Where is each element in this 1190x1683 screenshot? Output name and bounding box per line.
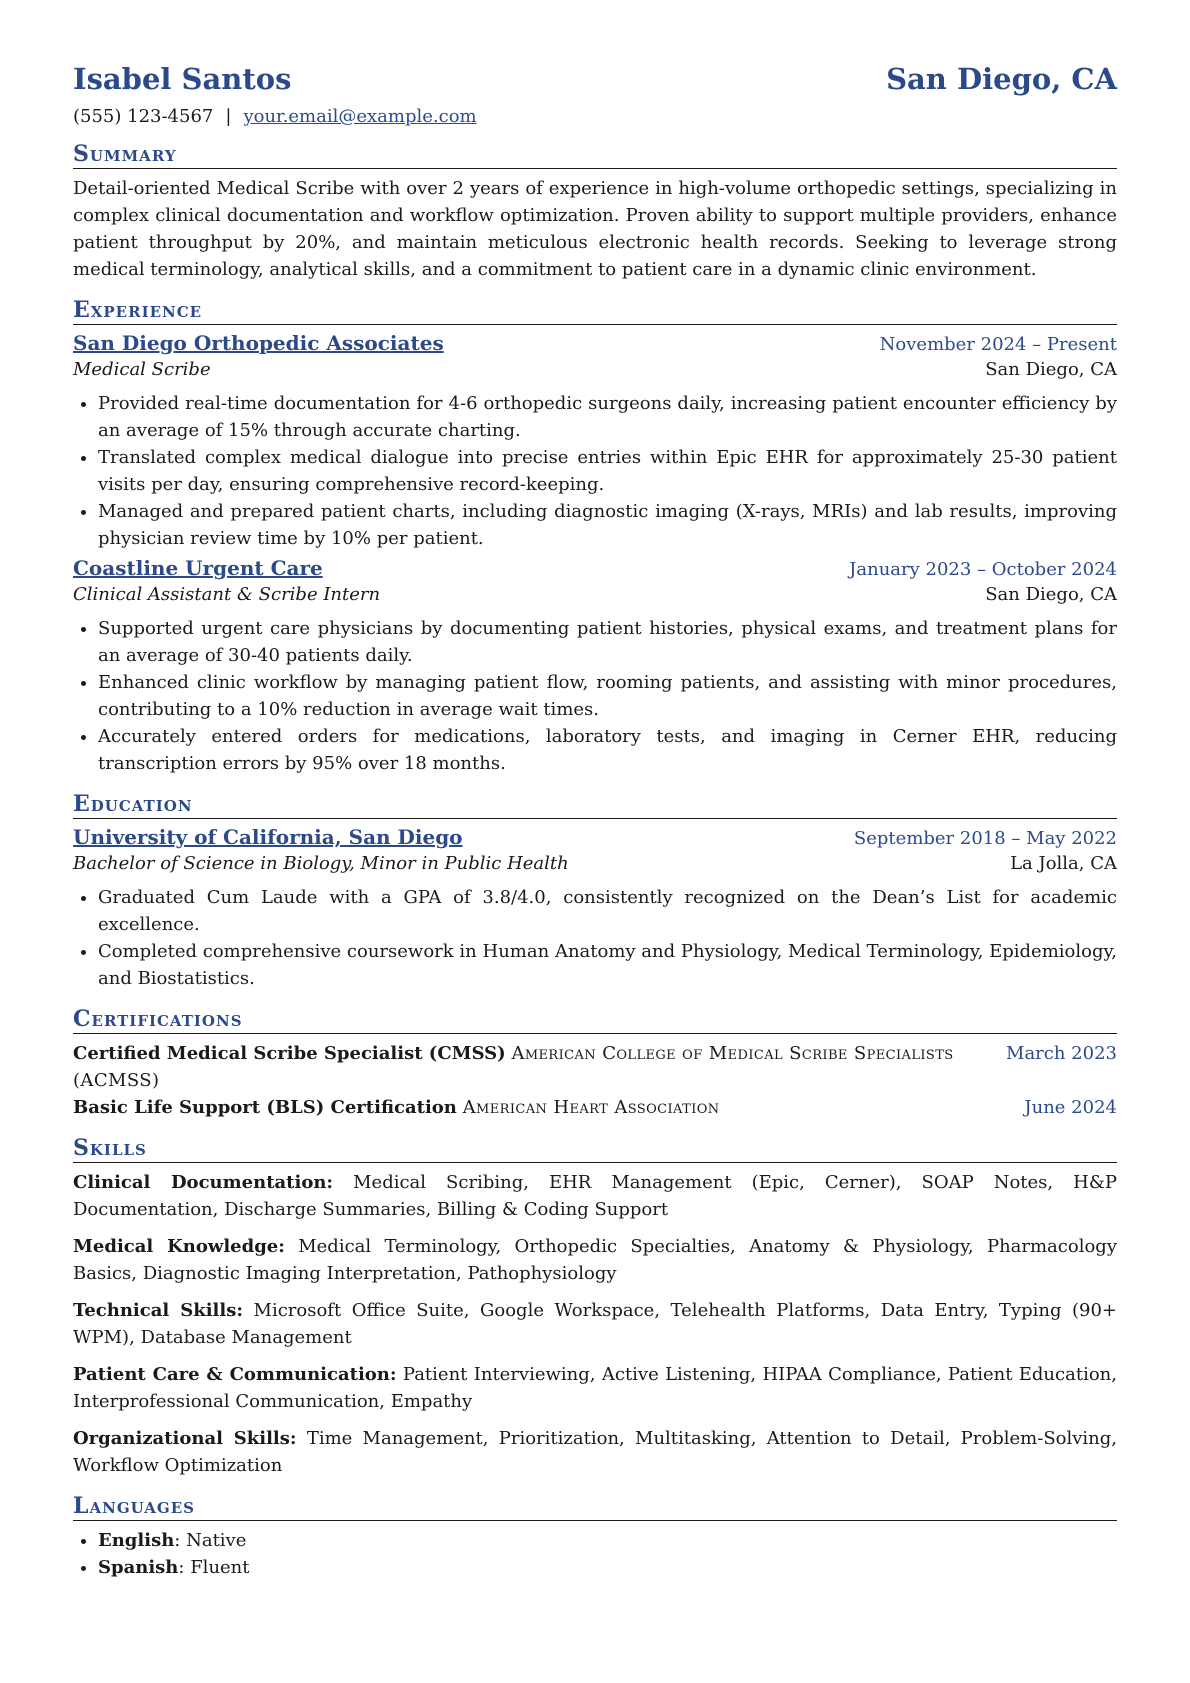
section-title-summary: Summary xyxy=(73,141,1117,169)
entry-subheader xyxy=(73,853,1117,874)
organization-link[interactable]: San Diego Orthopedic Associates xyxy=(73,331,444,355)
certification-date: June 2024 xyxy=(1024,1097,1117,1118)
skill-list: Time Management, Prioritization, Multitasking, Attention to Detail, Problem-Solving, Workflow Optimization xyxy=(73,1428,1118,1476)
candidate-location: San Diego, CA xyxy=(886,62,1117,96)
entry-header xyxy=(73,825,1117,849)
entry-header xyxy=(73,556,1117,580)
email-link[interactable]: your.email@example.com xyxy=(243,106,477,127)
section-title-education: Education xyxy=(73,791,1117,819)
skill-list: Medical Scribing, EHR Management (Epic, Cerner), SOAP Notes, H&P Documentation, Discharge Summaries, Billing & Coding Support xyxy=(73,1172,1117,1220)
skill-category: Clinical Documentation: xyxy=(73,1172,334,1193)
experience-entry xyxy=(73,556,1117,777)
section-title-experience: Experience xyxy=(73,297,1117,325)
entry-location: San Diego, CA xyxy=(985,359,1117,380)
skill-group xyxy=(73,1425,1117,1479)
section-title-skills: Skills xyxy=(73,1135,1117,1163)
summary-text: Detail-oriented Medical Scribe with over 2 years of experience in high-volume orthopedic settings, specializing in complex clinical documentation and workflow optimization. Proven ability to support multiple providers, enhance patient throughput by 20%, and maintain meticulous electronic health records. Seeking to leverage strong medical terminology, analytical skills, and a commitment to patient care in a dynamic clinic environment. xyxy=(73,178,1117,280)
skill-list: Patient Interviewing, Active Listening, HIPAA Compliance, Patient Education, Interprofessional Communication, Empathy xyxy=(73,1364,1117,1412)
bullet-list xyxy=(73,884,1117,992)
skill-group xyxy=(73,1361,1117,1415)
section-title-languages: Languages xyxy=(73,1493,1117,1521)
certification-date: March 2023 xyxy=(1006,1043,1117,1064)
experience-entry xyxy=(73,331,1117,552)
skill-group xyxy=(73,1297,1117,1351)
bullet-list xyxy=(73,615,1117,777)
phone-number: (555) 123-4567 xyxy=(73,106,214,127)
section-title-certifications: Certifications xyxy=(73,1006,1117,1034)
entry-date: September 2018 – May 2022 xyxy=(853,828,1117,849)
bullet-item: • Managed and prepared patient charts, including diagnostic imaging (X-rays, MRIs) and lab results, improving physician review time by 10% per patient. xyxy=(98,498,1117,552)
language-item xyxy=(98,1554,1117,1581)
skill-category: Technical Skills: xyxy=(73,1300,244,1321)
job-title: Medical Scribe xyxy=(73,359,211,380)
certification-issuer: American College of Medical Scribe Specialists (ACMSS) xyxy=(73,1043,954,1091)
certification-text xyxy=(73,1040,1006,1094)
organization-link[interactable]: Coastline Urgent Care xyxy=(73,556,323,580)
candidate-name: Isabel Santos xyxy=(73,62,292,96)
language-item xyxy=(98,1527,1117,1554)
contact-line xyxy=(73,106,1117,127)
skill-category: Patient Care & Communication: xyxy=(73,1364,397,1385)
resume-header xyxy=(73,62,1117,96)
skill-category: Organizational Skills: xyxy=(73,1428,297,1449)
certification-item xyxy=(73,1040,1117,1094)
language-list xyxy=(73,1527,1117,1581)
certification-text xyxy=(73,1094,1024,1121)
bullet-item: • Supported urgent care physicians by documenting patient histories, physical exams, and treatment plans for an average of 30-40 patients daily. xyxy=(98,615,1117,669)
language-level: : Native xyxy=(174,1530,247,1551)
education-entry xyxy=(73,825,1117,992)
skill-list: Medical Terminology, Orthopedic Specialties, Anatomy & Physiology, Pharmacology Basics, Diagnostic Imaging Interpretation, Pathophysiology xyxy=(73,1236,1117,1284)
entry-header xyxy=(73,331,1117,355)
entry-location: La Jolla, CA xyxy=(1010,853,1117,874)
bullet-item: • Enhanced clinic workflow by managing patient flow, rooming patients, and assisting with minor procedures, contributing to a 10% reduction in average wait times. xyxy=(98,669,1117,723)
skill-list: Microsoft Office Suite, Google Workspace, Telehealth Platforms, Data Entry, Typing (90+ WPM), Database Management xyxy=(73,1300,1117,1348)
certification-name: Basic Life Support (BLS) Certification xyxy=(73,1097,457,1118)
entry-subheader xyxy=(73,584,1117,605)
bullet-list xyxy=(73,390,1117,552)
skill-group xyxy=(73,1233,1117,1287)
degree: Bachelor of Science in Biology, Minor in Public Health xyxy=(73,853,569,874)
bullet-item: • Translated complex medical dialogue into precise entries within Epic EHR for approximately 25-30 patient visits per day, ensuring comprehensive record-keeping. xyxy=(98,444,1117,498)
entry-location: San Diego, CA xyxy=(985,584,1117,605)
entry-date: November 2024 – Present xyxy=(879,334,1117,355)
job-title: Clinical Assistant & Scribe Intern xyxy=(73,584,381,605)
entry-date: January 2023 – October 2024 xyxy=(849,559,1117,580)
institution-link[interactable]: University of California, San Diego xyxy=(73,825,463,849)
skill-category: Medical Knowledge: xyxy=(73,1236,285,1257)
certification-name: Certified Medical Scribe Specialist (CMSS) xyxy=(73,1043,506,1064)
certification-item xyxy=(73,1094,1117,1121)
certification-issuer: American Heart Association xyxy=(462,1097,720,1118)
entry-subheader xyxy=(73,359,1117,380)
language-name: English xyxy=(98,1530,175,1551)
language-name: Spanish xyxy=(98,1557,179,1578)
skill-group xyxy=(73,1169,1117,1223)
bullet-item: • Accurately entered orders for medications, laboratory tests, and imaging in Cerner EHR, reducing transcription errors by 95% over 18 months. xyxy=(98,723,1117,777)
bullet-item: • Completed comprehensive coursework in Human Anatomy and Physiology, Medical Terminology, Epidemiology, and Biostatistics. xyxy=(98,938,1117,992)
language-level: : Fluent xyxy=(178,1557,250,1578)
bullet-item: • Provided real-time documentation for 4-6 orthopedic surgeons daily, increasing patient encounter efficiency by an average of 15% through accurate charting. xyxy=(98,390,1117,444)
bullet-item: • Graduated Cum Laude with a GPA of 3.8/4.0, consistently recognized on the Dean’s List for academic excellence. xyxy=(98,884,1117,938)
contact-separator: | xyxy=(225,106,232,127)
